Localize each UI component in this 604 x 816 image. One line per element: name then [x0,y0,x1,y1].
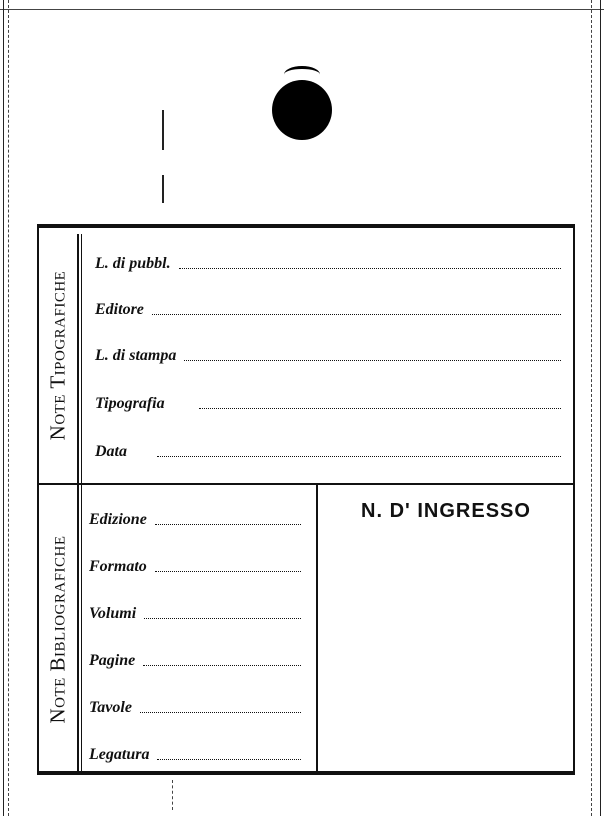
field-label: Tipografia [95,395,165,412]
field-tavole[interactable] [89,672,301,717]
dotted-fill-line [184,360,561,361]
heading-divider [77,485,79,773]
fold-mark [162,175,164,203]
field-label: Tavole [89,699,132,716]
field-label: L. di stampa [95,347,177,364]
heading-divider-inner [81,234,82,483]
dotted-fill-line [152,314,561,315]
dotted-fill-line [155,524,301,525]
left-edge-line [3,0,4,816]
field-legatura[interactable] [89,719,301,764]
field-label: Formato [89,558,147,575]
right-perforation-line [591,0,592,816]
section-note-tipografiche [39,228,573,483]
right-edge-line [600,0,601,816]
catalog-card [37,224,575,775]
dotted-fill-line [144,618,301,619]
punch-hole [272,80,332,140]
field-data[interactable] [95,416,561,461]
field-label: Editore [95,301,144,318]
dotted-fill-line [140,712,301,713]
dotted-fill-line [157,759,301,760]
heading-divider [77,234,79,483]
top-edge-line [0,9,604,10]
field-label: Pagine [89,652,136,669]
field-label: Data [95,443,127,460]
field-volumi[interactable] [89,578,301,623]
dotted-fill-line [199,408,561,409]
numero-ingresso-label: N. D' INGRESSO [361,500,531,522]
field-label: Volumi [89,605,137,622]
field-luogo-pubblicazione[interactable] [95,228,561,273]
field-formato[interactable] [89,531,301,576]
field-label: Legatura [89,746,150,763]
left-perforation-line [8,0,9,816]
field-editore[interactable] [95,274,561,319]
field-pagine[interactable] [89,625,301,670]
field-tipografia[interactable] [95,368,561,413]
column-divider [316,485,318,773]
dotted-fill-line [179,268,561,269]
field-label: L. di pubbl. [95,255,171,272]
field-edizione[interactable] [89,484,301,529]
field-label: Edizione [89,511,147,528]
dotted-fill-line [155,571,301,572]
heading-divider-inner [81,485,82,773]
fold-mark [162,110,164,150]
dotted-fill-line [157,456,561,457]
heading-note-tipografiche: Note Tipografiche [45,270,70,441]
dotted-fill-line [143,665,301,666]
heading-note-bibliografiche: Note Bibliografiche [45,534,70,724]
fold-mark [172,780,173,810]
field-luogo-stampa[interactable] [95,320,561,365]
